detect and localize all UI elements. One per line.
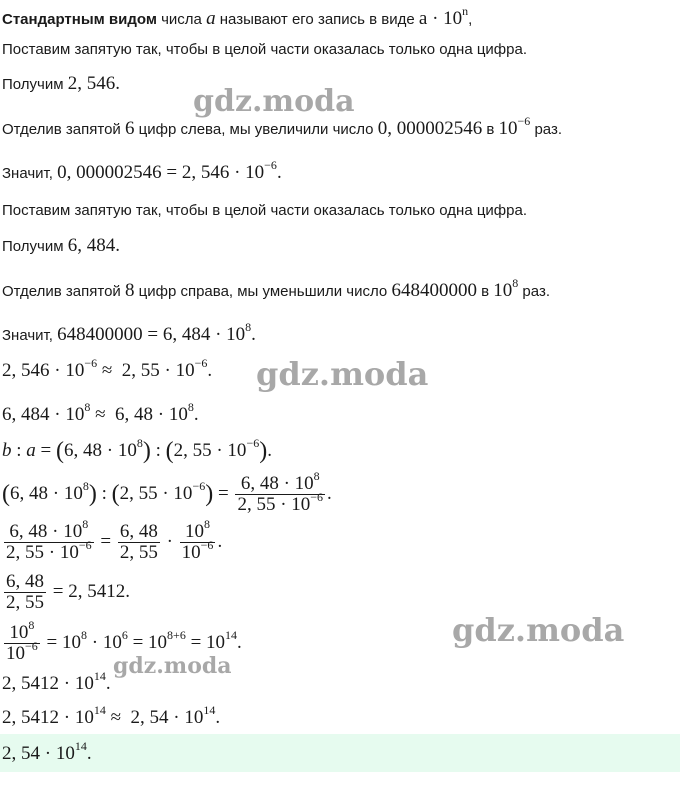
math-line: $\frac{6, 48 \cdot 10^8}{2, 55 \cdot 10^{-6}}$ = $\frac{6, 48}{2, 55}$ · $\frac{10^8}{10^{-6}}$ . bbox=[6, 517, 223, 564]
text: , bbox=[468, 11, 473, 28]
math: 6 bbox=[124, 118, 135, 139]
text: раз. bbox=[534, 121, 563, 138]
math-line: (6, $48 \cdot 10^8$) : (2, $55 \cdot 10^{-6}$) = $\frac{6, 48 \cdot 10^8}{2, 55 \cdot 10^{-6}}$ . bbox=[2, 469, 332, 516]
math: 2, 546. bbox=[67, 73, 120, 94]
step-text: Поставим запятую так, чтобы в целой части оказалась только одна цифра. bbox=[2, 202, 527, 219]
math-line: 2, $5412 \cdot 10^{14}$. bbox=[2, 669, 111, 694]
math: 648400000 bbox=[391, 280, 477, 301]
math: $a \cdot 10^n$ bbox=[418, 4, 469, 29]
text: Получим bbox=[2, 238, 64, 255]
text: цифр справа, мы уменьшили число bbox=[138, 283, 388, 300]
math: a bbox=[206, 8, 216, 29]
text: Отделив запятой bbox=[2, 121, 121, 138]
fraction: $\frac{6, 48 \cdot 10^8}{2, 55 \cdot 10^{-6}}$ bbox=[6, 517, 92, 564]
fraction: $\frac{6, 48}{2, 55}$ bbox=[6, 571, 44, 614]
text: Значит, bbox=[2, 165, 53, 182]
step-line bbox=[2, 276, 550, 304]
math: $10^{-6}$ bbox=[498, 114, 531, 139]
text: называют его запись в виде bbox=[219, 11, 415, 28]
step-line bbox=[2, 72, 120, 97]
step-line bbox=[2, 114, 563, 142]
final-answer: 2, $54 \cdot 10^{14}$. bbox=[2, 739, 92, 764]
term-bold: Стандартным видом bbox=[2, 11, 157, 28]
text: Отделив запятой bbox=[2, 283, 121, 300]
math-line: 2, $546 \cdot 10^{-6} \approx 2$, $55 \cdot 10^{-6}$. bbox=[2, 356, 213, 381]
step-line bbox=[2, 158, 282, 186]
text: числа bbox=[161, 11, 202, 28]
text: Значит, bbox=[2, 327, 53, 344]
text: цифр слева, мы увеличили число bbox=[138, 121, 374, 138]
watermark-logo: gdz.moda bbox=[256, 355, 429, 393]
fraction: $\frac{6, 48}{2, 55}$ bbox=[119, 521, 158, 564]
math: 8 bbox=[124, 280, 135, 301]
math: $10^8$ bbox=[493, 276, 519, 301]
step-line bbox=[2, 234, 120, 259]
math: 0, 000002546 = 2, $546 \cdot 10^{-6}$. bbox=[57, 158, 282, 183]
math: 648400000 = 6, $484 \cdot 10^8$. bbox=[57, 320, 256, 345]
text: раз. bbox=[522, 283, 550, 300]
math: 6, 484. bbox=[67, 235, 120, 256]
definition-line bbox=[2, 4, 473, 32]
text: в bbox=[486, 121, 495, 138]
watermark-logo: gdz.moda bbox=[113, 653, 232, 679]
math-line: b : a = (6, $48 \cdot 10^8$) : (2, $55 \cdot 10^{-6}$). bbox=[2, 436, 272, 464]
fraction: $\frac{10^8}{10^{-6}}$ bbox=[6, 618, 38, 665]
math-line: $\frac{10^8}{10^{-6}}$ = $10^8 \cdot 10^6 = 10^{8+6} = 10^{14}$. bbox=[6, 618, 242, 665]
watermark-logo: gdz.moda bbox=[452, 611, 625, 649]
step-line bbox=[2, 320, 256, 348]
step-text: Поставим запятую так, чтобы в целой части оказалась только одна цифра. bbox=[2, 41, 527, 58]
math-line: 6, $484 \cdot 10^8 \approx 6$, $48 \cdot 10^8$. bbox=[2, 400, 199, 425]
fraction: $\frac{6, 48 \cdot 10^8}{2, 55 \cdot 10^{-6}}$ bbox=[237, 469, 324, 516]
math-line: $\frac{6, 48}{2, 55}$ = 2, 5412. bbox=[6, 571, 130, 614]
math-line: 2, $5412 \cdot 10^{14} \approx 2$, $54 \cdot 10^{14}$. bbox=[2, 703, 221, 728]
watermark-logo: gdz.moda bbox=[193, 84, 355, 119]
fraction: $\frac{10^8}{10^{-6}}$ bbox=[181, 517, 214, 564]
text: Получим bbox=[2, 76, 64, 93]
math: 0, 000002546 bbox=[377, 118, 483, 139]
text: в bbox=[481, 283, 490, 300]
answer-highlight bbox=[0, 734, 680, 772]
